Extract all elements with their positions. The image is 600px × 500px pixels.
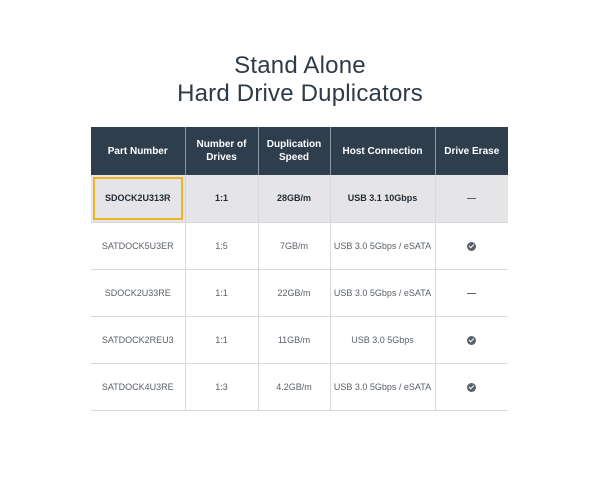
dash-icon	[467, 293, 476, 294]
header-part-number: Part Number	[91, 127, 185, 175]
host-cell: USB 3.0 5Gbps / eSATA	[330, 269, 435, 316]
erase-cell	[435, 269, 508, 316]
erase-cell	[435, 222, 508, 269]
host-cell: USB 3.0 5Gbps / eSATA	[330, 363, 435, 410]
part-number-cell: SATDOCK4U3RE	[91, 363, 185, 410]
speed-cell: 11GB/m	[258, 316, 330, 363]
dash-icon	[467, 198, 476, 199]
host-cell: USB 3.0 5Gbps	[330, 316, 435, 363]
check-icon	[467, 336, 476, 345]
erase-cell	[435, 316, 508, 363]
drives-cell: 1:3	[185, 363, 258, 410]
erase-cell	[435, 363, 508, 410]
drives-cell: 1:1	[185, 316, 258, 363]
drives-cell: 1:1	[185, 175, 258, 222]
table-row	[91, 222, 508, 269]
header-host-connection: Host Connection	[330, 127, 435, 175]
host-cell: USB 3.1 10Gbps	[330, 175, 435, 222]
table-header-row	[91, 127, 508, 175]
table-row	[91, 316, 508, 363]
speed-cell: 28GB/m	[258, 175, 330, 222]
speed-cell: 22GB/m	[258, 269, 330, 316]
speed-cell: 4.2GB/m	[258, 363, 330, 410]
drives-cell: 1:1	[185, 269, 258, 316]
part-number: SDOCK2U313R	[104, 193, 171, 204]
part-number-cell: SATDOCK5U3ER	[91, 222, 185, 269]
erase-cell	[435, 175, 508, 222]
speed-cell: 7GB/m	[258, 222, 330, 269]
highlight-box	[93, 177, 183, 220]
header-drive-erase: Drive Erase	[435, 127, 508, 175]
comparison-table	[91, 127, 508, 411]
header-duplication-speed: Duplication Speed	[258, 127, 330, 175]
title-line-2: Hard Drive Duplicators	[177, 80, 423, 107]
part-number-cell: SATDOCK2REU3	[91, 316, 185, 363]
title-line-1: Stand Alone	[234, 52, 366, 79]
header-number-of-drives: Number of Drives	[185, 127, 258, 175]
table-row	[91, 363, 508, 410]
check-icon	[467, 242, 476, 251]
part-number-cell: SDOCK2U33RE	[91, 269, 185, 316]
check-icon	[467, 383, 476, 392]
part-number-cell	[91, 175, 185, 222]
host-cell: USB 3.0 5Gbps / eSATA	[330, 222, 435, 269]
drives-cell: 1:5	[185, 222, 258, 269]
table-row	[91, 269, 508, 316]
table-row	[91, 175, 508, 222]
page-title	[0, 52, 600, 108]
